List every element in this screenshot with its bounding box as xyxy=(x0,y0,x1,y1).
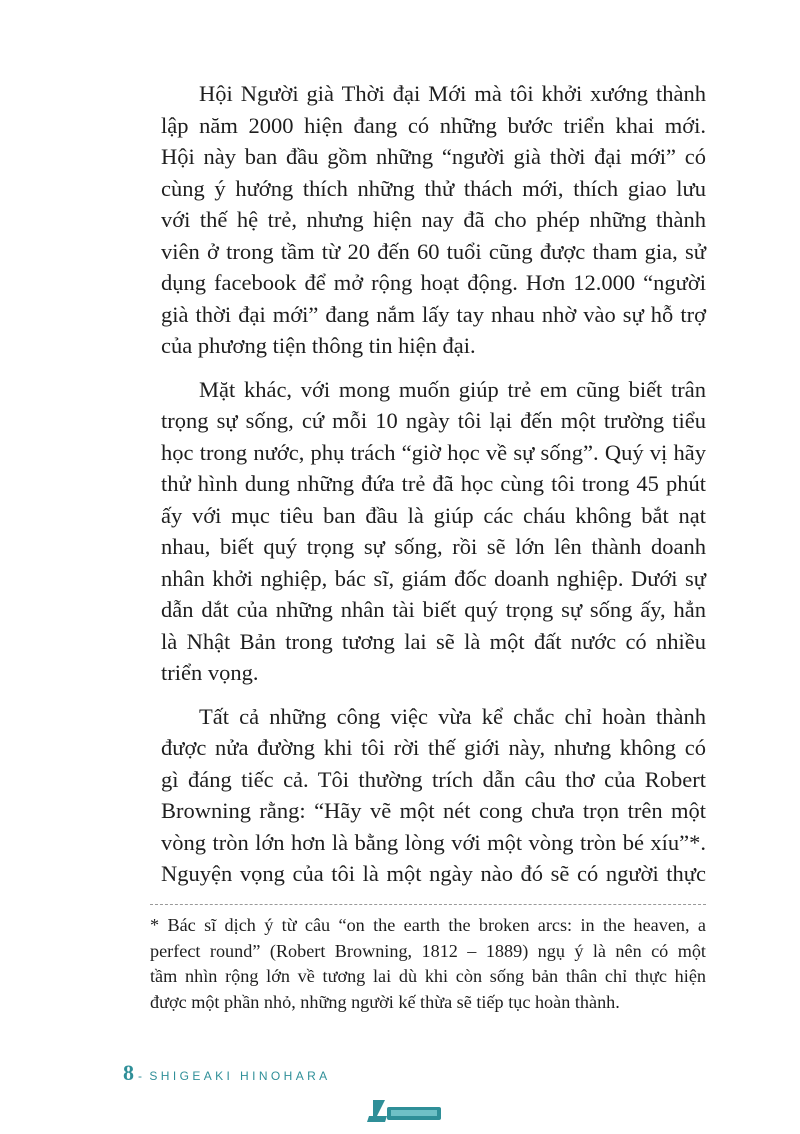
text-line: dẫn dắt của những nhân tài biết quý trọng sự sống ấy, hẳn xyxy=(161,597,706,622)
footnote-line: * Bác sĩ dịch ý từ câu “on the earth the broken arcs: in the heaven, a xyxy=(150,915,706,935)
text-line: ấy với mục tiêu ban đầu là giúp các cháu không bắt nạt xyxy=(161,502,706,528)
body-text xyxy=(161,78,706,902)
text-line: viên ở trong tầm từ 20 đến 60 tuổi cũng được tham gia, sử xyxy=(161,238,706,264)
text-line: thử hình dung những đứa trẻ đã học cùng tôi trong 45 phút xyxy=(161,471,706,496)
text-line: dụng facebook để mở rộng hoạt động. Hơn 12.000 “người xyxy=(161,270,706,295)
text-line: với thế hệ trẻ, nhưng hiện nay đã cho phép những thành xyxy=(161,207,706,232)
text-line: được nửa đường khi tôi rời thế giới này, nhưng không có xyxy=(161,735,706,760)
paragraph xyxy=(161,374,706,689)
text-line: Mặt khác, với mong muốn giúp trẻ em cũng biết trân xyxy=(199,376,706,402)
publisher-logo-icon xyxy=(365,1098,443,1124)
paragraph xyxy=(161,78,706,362)
text-line: là Nhật Bản trong tương lai sẽ là một đất nước có nhiều xyxy=(161,628,706,654)
folio-separator: - xyxy=(138,1069,146,1083)
footnote-divider xyxy=(150,904,706,905)
text-line: già thời đại mới” đang nắm lấy tay nhau nhờ vào sự hỗ trợ xyxy=(161,301,706,327)
footnote-line: perfect round” (Robert Browning, 1812 – 1889) ngụ ý là nên có một xyxy=(150,940,706,961)
paragraph xyxy=(161,701,706,890)
footnote-line: được một phần nhỏ, những người kế thừa sẽ tiếp tục hoàn thành. xyxy=(150,991,620,1012)
page-footer xyxy=(123,1060,331,1086)
text-line: gì đáng tiếc cả. Tôi thường trích dẫn câu thơ của Robert xyxy=(161,766,706,792)
text-line: Hội này ban đầu gồm những “người già thời đại mới” có xyxy=(161,144,706,169)
text-line: Hội Người già Thời đại Mới mà tôi khởi xướng thành xyxy=(199,81,706,106)
text-line: nhau, biết quý trọng sự sống, rồi sẽ lớn lên thành doanh xyxy=(161,534,706,559)
text-line: triển vọng. xyxy=(161,660,259,685)
text-line: Tất cả những công việc vừa kể chắc chỉ hoàn thành xyxy=(199,703,706,729)
footnote-line: tầm nhìn rộng lớn về tương lai dù khi còn sống bản thân chỉ thực hiện xyxy=(150,966,706,986)
text-line: của phương tiện thông tin hiện đại. xyxy=(161,333,476,358)
text-line: Nguyện vọng của tôi là một ngày nào đó sẽ có người thực xyxy=(161,861,706,886)
text-line: vòng tròn lớn hơn là bằng lòng với một vòng tròn bé xíu”*. xyxy=(161,829,706,855)
text-line: Browning rằng: “Hãy vẽ một nét cong chưa trọn trên một xyxy=(161,798,706,823)
text-line: trọng sự sống, cứ mỗi 10 ngày tôi lại đến một trường tiểu xyxy=(161,408,706,433)
text-line: nhân khởi nghiệp, bác sĩ, giám đốc doanh nghiệp. Dưới sự xyxy=(161,565,706,591)
footnote xyxy=(150,913,706,1015)
text-line: lập năm 2000 hiện đang có những bước triển khai mới. xyxy=(161,112,706,138)
page-number: 8 xyxy=(123,1060,134,1085)
author-name: SHIGEAKI HINOHARA xyxy=(149,1069,331,1083)
text-line: học trong nước, phụ trách “giờ học về sự sống”. Quý vị hãy xyxy=(161,439,706,465)
text-line: cùng ý hướng thích những thử thách mới, thích giao lưu xyxy=(161,175,706,201)
